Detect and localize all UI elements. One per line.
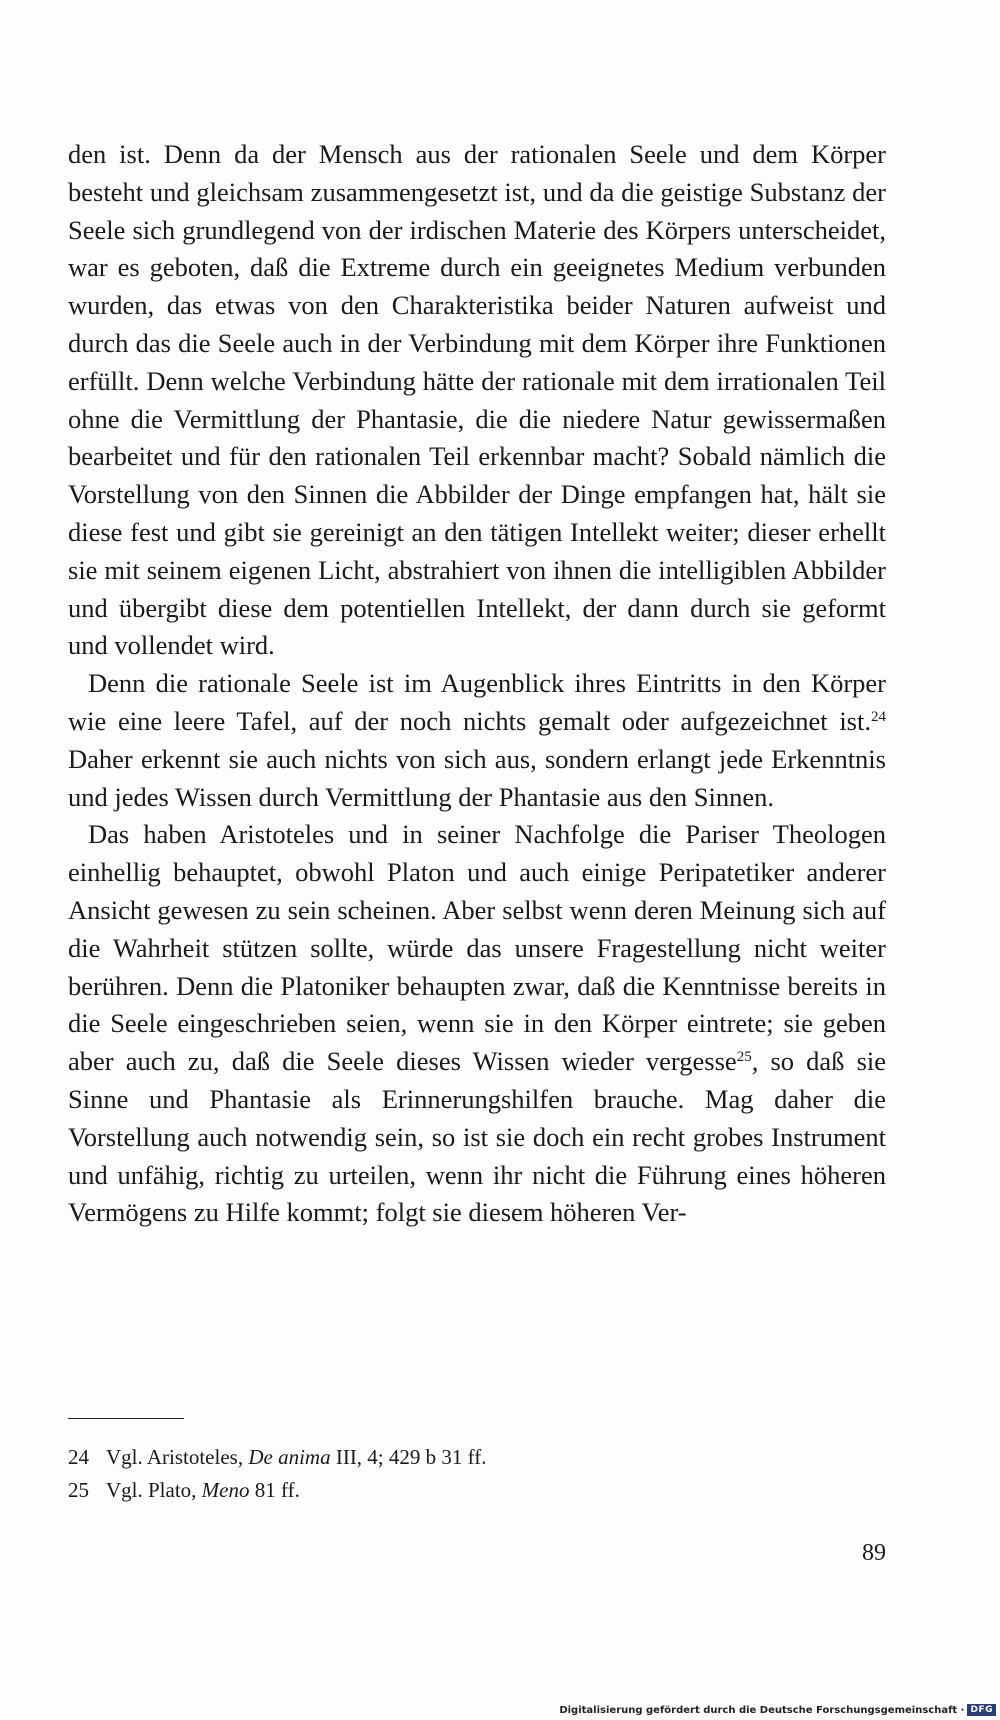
footnote-text: 81 ff. <box>249 1478 300 1502</box>
credit-text: Digitalisierung gefördert durch die Deutsche Forschungsgemeinschaft · <box>559 1704 965 1716</box>
paragraph-3 <box>68 816 886 1232</box>
footnote-title: De anima <box>248 1445 331 1469</box>
paragraph-3-text-a: Das haben Aristoteles und in seiner Nachfolge die Pariser Theologen einhellig behauptet, obwohl Platon und auch einige Peripatetiker anderer Ansicht gewesen zu sein scheinen. Aber selbst wenn deren Meinung sich auf die Wahrheit stützen sollte, würde das unsere Fragestellung nicht weiter berühren. Denn die Platoniker behaupten zwar, daß die Kenntnisse bereits in die Seele eingeschrieben seien, wenn sie in den Körper eintrete; sie geben aber auch zu, daß die Seele dieses Wissen wieder vergesse <box>68 819 886 1077</box>
footnote-ref-25[interactable]: 25 <box>736 1049 752 1066</box>
paragraph-3-text-b: , so daß sie Sinne und Phantasie als Erinnerungshilfen brauche. Mag daher die Vorstellung auch notwendig sein, so ist sie doch ein recht grobes Instrument und unfähig, richtig zu urteilen, wenn ihr nicht die Führung eines höheren Vermögens zu Hilfe kommt; folgt sie diesem höheren Ver- <box>68 1046 887 1228</box>
footnote-text: Vgl. Aristoteles, <box>106 1445 249 1469</box>
paragraph-1: den ist. Denn da der Mensch aus der rationalen Seele und dem Körper besteht und gleichsam zusammengesetzt ist, und da die geistige Substanz der Seele sich grundlegend von der irdischen Materie des Körpers unterscheidet, war es geboten, daß die Extreme durch ein geeignetes Medium verbunden wurden, das etwas von den Charakteristika beider Naturen aufweist und durch das die Seele auch in der Verbindung mit dem Körper ihre Funktionen erfüllt. Denn welche Verbindung hätte der rationale mit dem irrationalen Teil ohne die Vermittlung der Phantasie, die die niedere Natur gewissermaßen bearbeitet und für den rationalen Teil erkennbar macht? Sobald nämlich die Vorstellung von den Sinnen die Abbilder der Dinge empfangen hat, hält sie diese fest und gibt sie gereinigt an den tätigen Intellekt weiter; dieser erhellt sie mit seinem eigenen Licht, abstrahiert von ihnen die intelligiblen Abbilder und übergibt diese dem potentiellen Intellekt, der dann durch sie geformt und vollendet wird. <box>68 139 886 661</box>
footnote-title: Meno <box>201 1478 250 1502</box>
body-text <box>68 136 886 1232</box>
footnote-number: 25 <box>68 1478 89 1502</box>
footnotes <box>68 1441 886 1507</box>
footnote-number: 24 <box>68 1445 89 1469</box>
paragraph-2-text-a: Denn die rationale Seele ist im Augenblick ihres Eintritts in den Körper wie eine leere Tafel, auf der noch nichts gemalt oder aufgezeichnet ist. <box>68 668 886 736</box>
paragraph-2-text-b: Daher erkennt sie auch nichts von sich aus, sondern erlangt jede Erkenntnis und jedes Wissen durch Vermittlung der Phantasie aus den Sinnen. <box>68 743 886 812</box>
dfg-logo: DFG <box>967 1704 996 1716</box>
paragraph-2 <box>68 665 886 816</box>
footnote-text: III, 4; 429 b 31 ff. <box>330 1445 487 1469</box>
footnote-text: Vgl. Plato, <box>106 1478 202 1502</box>
footnote-24 <box>68 1441 886 1474</box>
footnote-ref-24[interactable]: 24 <box>871 708 886 725</box>
digitization-credit <box>559 1704 996 1716</box>
footnote-25 <box>68 1474 886 1507</box>
footnote-divider <box>68 1418 184 1419</box>
page-number: 89 <box>862 1540 886 1566</box>
